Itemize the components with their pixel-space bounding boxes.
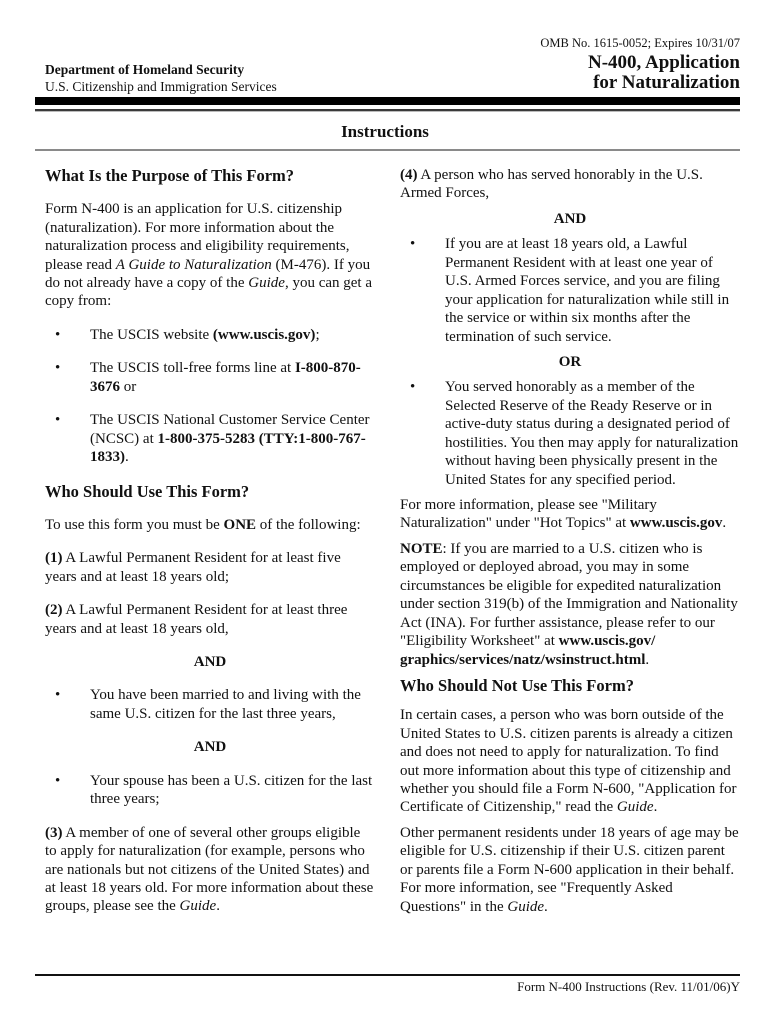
text-run: ONE xyxy=(223,516,257,533)
text-run: . xyxy=(125,449,129,466)
conjunction-label xyxy=(45,653,375,671)
text-run: , you can get a copy from: xyxy=(45,275,372,310)
paragraph xyxy=(45,601,375,638)
bullet-item xyxy=(400,235,740,346)
text-run: . xyxy=(544,898,548,915)
text-run: What Is the Purpose of This Form? xyxy=(45,166,295,185)
conjunction-label xyxy=(45,738,375,756)
content-columns xyxy=(0,151,770,931)
agency-subname: U.S. Citizenship and Immigration Services xyxy=(45,78,277,94)
paragraph xyxy=(45,200,375,311)
paragraph xyxy=(400,540,740,669)
text-run: www.uscis.gov xyxy=(629,515,723,532)
text-run: AND xyxy=(193,654,227,670)
text-run: A person who has served honorably in the U.S. Armed Forces, xyxy=(400,167,703,202)
paragraph xyxy=(45,824,375,916)
bullet-text xyxy=(445,378,740,489)
text-run: You served honorably as a member of the Selected Reserve of the Ready Reserve or in active-duty status during a designated period of hostilities. You then may apply for naturalization without having been physically present in the United States for any specified period. xyxy=(445,379,739,488)
text-run: AND xyxy=(193,739,227,756)
text-run: Guide xyxy=(248,275,285,292)
form-title-line2: for Naturalization xyxy=(593,71,740,93)
text-run: . xyxy=(653,799,658,816)
text-run: (2) xyxy=(45,602,63,619)
omb-number: OMB No. 1615-0052; Expires 10/31/07 xyxy=(540,36,740,50)
bullet-item xyxy=(45,772,375,809)
form-title-line1: N-400, Application xyxy=(587,52,740,73)
bullet-item xyxy=(45,359,375,396)
text-run: NOTE xyxy=(400,540,443,557)
text-run: Form N-400 is an application for U.S. citizenship (naturalization). For more information about the naturalization process and eligibility requirements, please read xyxy=(45,201,350,273)
text-run: In certain cases, a person who was born outside of the United States to U.S. citizen parents is already a citizen and does not need to apply for naturalization. To find out more information about this type of citizenship and whether you should file a Form N-600, "Application for Certificate of Citizenship," read the xyxy=(400,707,737,816)
section-heading xyxy=(45,166,375,186)
text-run: Who Should Use This Form? xyxy=(45,481,250,501)
text-run: Guide xyxy=(179,898,217,915)
text-run: A Lawful Permanent Resident for at least three years and at least 18 years old, xyxy=(45,602,348,637)
text-run: or xyxy=(120,378,137,395)
text-run: . xyxy=(645,651,650,668)
text-run: To use this form you must be xyxy=(45,516,224,533)
text-run: . xyxy=(216,898,220,915)
section-heading xyxy=(45,482,375,502)
bullet-text xyxy=(90,686,375,723)
paragraph xyxy=(45,516,375,534)
text-run: A member of one of several other groups eligible to apply for naturalization (for example, persons who are nationals but not citizens of the United States) and at least 18 years old. For more information about these groups, please see the xyxy=(45,824,374,915)
conjunction-label xyxy=(400,210,740,228)
text-run: Guide xyxy=(507,898,545,915)
bullet-icon: • xyxy=(55,687,61,704)
bullet-text xyxy=(90,772,375,809)
text-run: You have been married to and living with the same U.S. citizen for the last three years, xyxy=(90,687,361,722)
column-left xyxy=(45,166,375,931)
bullet-item xyxy=(45,326,375,344)
instructions-title: Instructions xyxy=(341,122,429,141)
bullet-icon: • xyxy=(55,360,61,377)
bullet-icon: • xyxy=(410,236,416,253)
paragraph xyxy=(400,166,740,203)
bullet-item xyxy=(400,378,740,489)
bullet-text xyxy=(90,359,375,396)
footer-text: Form N-400 Instructions (Rev. 11/01/06)Y xyxy=(517,979,740,994)
text-run: Who Should Not Use This Form? xyxy=(400,675,634,695)
bullet-icon: • xyxy=(410,379,416,396)
agency-name: Department of Homeland Security xyxy=(45,62,245,78)
text-run: (3) xyxy=(45,824,63,841)
page-header xyxy=(0,0,770,96)
text-run: (1) xyxy=(45,550,63,567)
text-run: ; xyxy=(315,326,320,343)
text-run: For more information, please see "Military Naturalization" under "Hot Topics" at xyxy=(400,497,657,532)
footer-rule xyxy=(35,974,740,977)
text-run: Guide xyxy=(616,799,654,816)
text-run: (M-476). If you do not already have a copy of the xyxy=(45,256,371,292)
bullet-icon: • xyxy=(55,772,61,789)
conjunction-label xyxy=(400,353,740,371)
text-run: 1-800-375-5283 xyxy=(157,430,255,447)
section-heading xyxy=(400,676,740,696)
bullet-icon: • xyxy=(55,326,61,343)
bullet-text xyxy=(445,235,740,346)
header-rule-thick xyxy=(35,97,740,105)
text-run: (4) xyxy=(400,167,418,183)
text-run: A Guide to Naturalization xyxy=(115,256,272,273)
text-run: graphics/services/natz/wsinstruct.html xyxy=(400,651,646,668)
text-run: (www.uscis.gov) xyxy=(212,326,316,343)
column-right xyxy=(400,166,740,931)
text-run: AND xyxy=(553,210,587,227)
text-run: The USCIS website xyxy=(90,326,213,343)
text-run: Other permanent residents under 18 years of age may be eligible for U.S. citizenship if their U.S. citizen parent or parents file a Form N-600 application in their behalf. For more information, see "Frequently Asked Questions" in the xyxy=(400,824,739,915)
bullet-item xyxy=(45,411,375,466)
text-run: I-800-870-3676 xyxy=(90,360,361,395)
paragraph xyxy=(400,706,740,817)
text-run: A Lawful Permanent Resident for at least five years and at least 18 years old; xyxy=(45,550,341,585)
paragraph xyxy=(400,824,740,916)
text-run: Your spouse has been a U.S. citizen for the last three years; xyxy=(90,772,373,808)
text-run: : If you are married to a U.S. citizen who is employed or deployed abroad, you may in some circumstances be eligible for expedited naturalization under section 319(b) of the Immigration and Nationality Act (INA). For further assistance, please refer to our "Eligibility Worksheet" at xyxy=(400,540,738,650)
text-run: www.uscis.gov/ xyxy=(558,633,656,650)
paragraph xyxy=(45,549,375,586)
bullet-icon: • xyxy=(55,412,61,429)
page-footer xyxy=(0,974,770,996)
text-run: The USCIS toll-free forms line at xyxy=(90,360,295,377)
text-run: If you are at least 18 years old, a Lawful Permanent Resident with at least one year of U.S. Armed Forces service, and you are filing your application for naturalization while still in the service or within six months after the termination of such service. xyxy=(445,236,730,345)
bullet-text xyxy=(90,411,375,466)
text-run: (TTY:1-800-767-1833) xyxy=(90,430,366,466)
agency-block xyxy=(45,62,277,95)
text-run: of the following: xyxy=(256,516,361,533)
paragraph xyxy=(400,496,740,533)
text-run: OR xyxy=(558,353,582,370)
text-run: . xyxy=(722,515,727,532)
bullet-text xyxy=(90,326,375,344)
text-run: The USCIS National Customer Service Center (NCSC) at xyxy=(90,412,370,447)
form-title-block xyxy=(540,36,740,93)
bullet-item xyxy=(45,686,375,723)
